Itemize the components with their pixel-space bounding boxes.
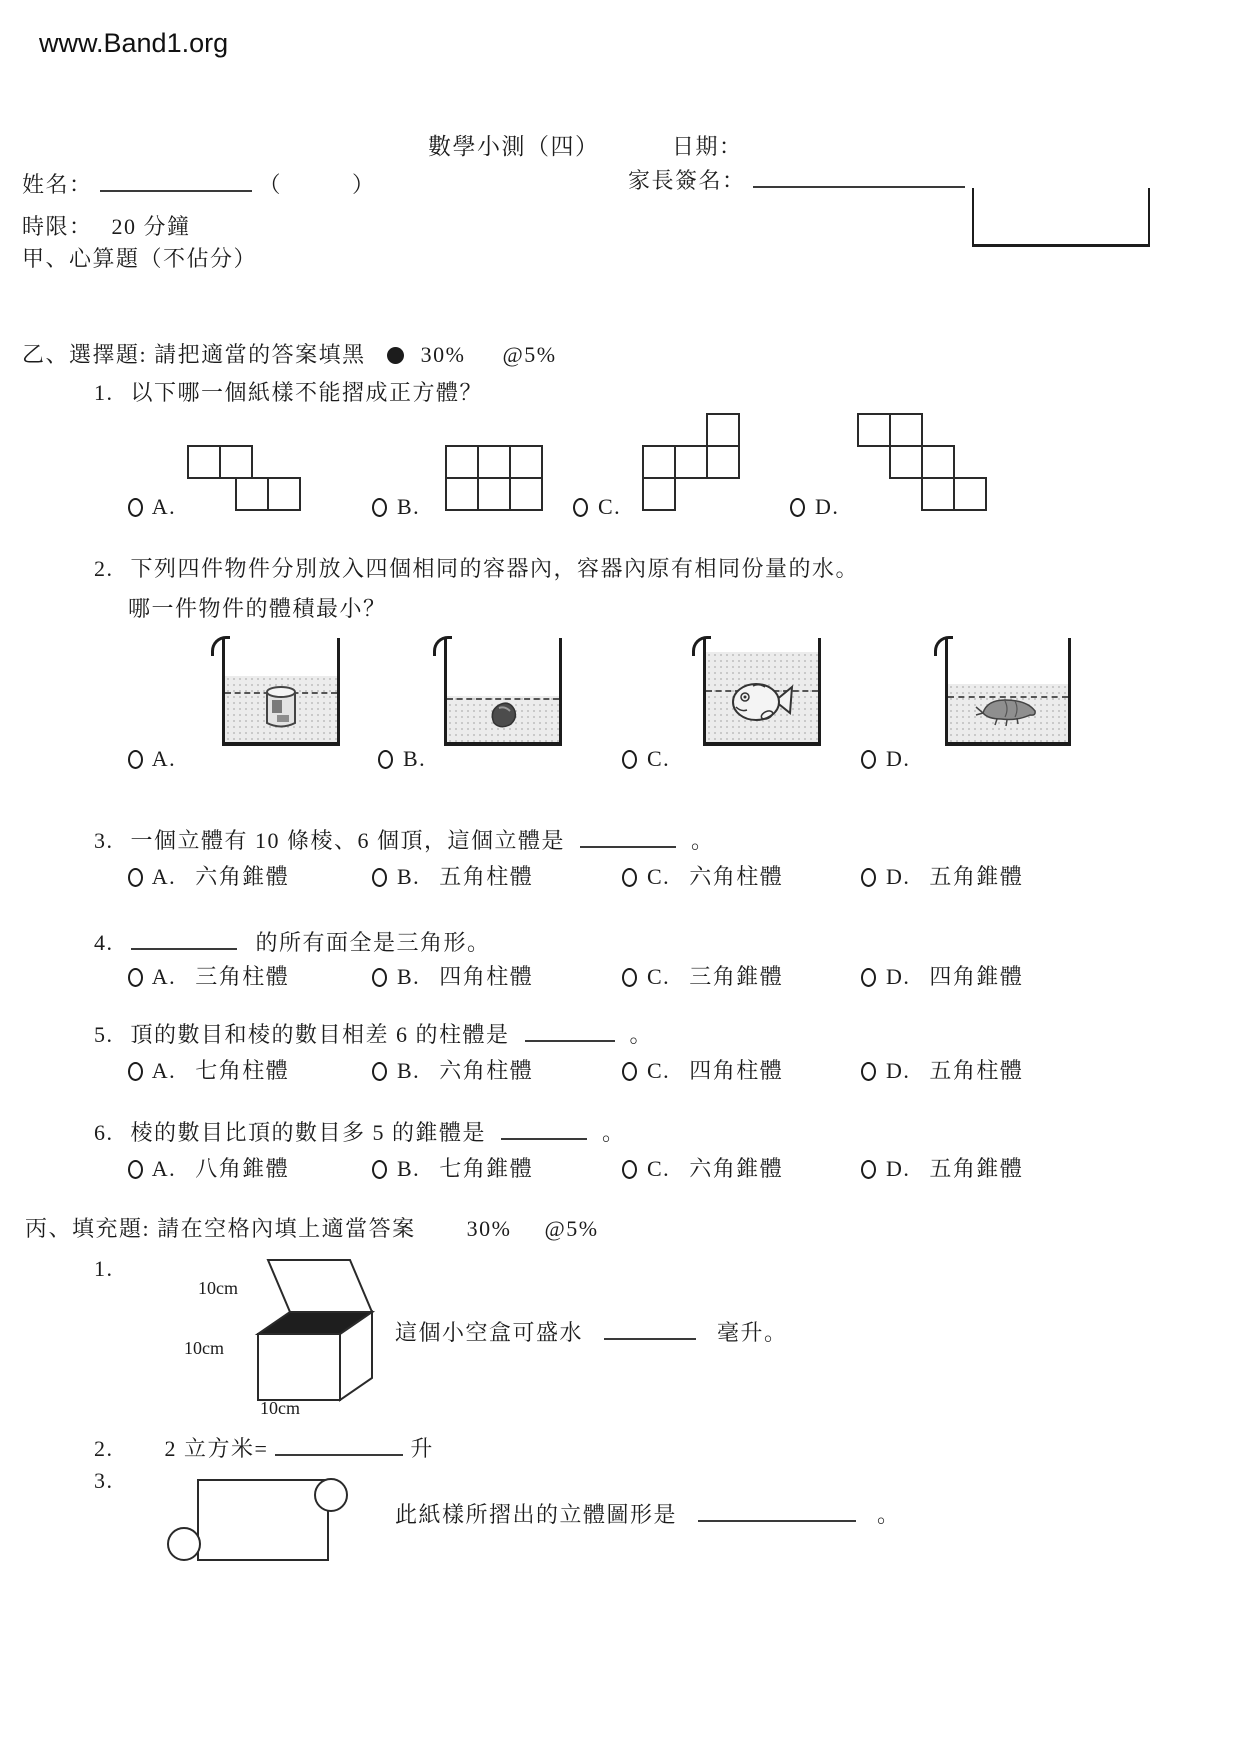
parent-sign-row: [628, 164, 965, 195]
option-text: 五角錐體: [929, 864, 1024, 889]
cube-net-c-figure: [641, 412, 743, 514]
option-letter: C.: [598, 494, 622, 519]
name-label: 姓名：: [22, 172, 93, 197]
class-paren-close: ）: [352, 172, 376, 197]
beaker-a: [222, 638, 340, 746]
answer-blank-line: [501, 1124, 587, 1140]
option-letter: B.: [397, 494, 421, 519]
mc-q3-text-row: [94, 824, 715, 855]
option-letter: A.: [151, 1156, 177, 1181]
mc-q2-figures-row: [0, 638, 1240, 783]
mc-q1-option-d: [790, 494, 839, 520]
option-text: 三角錐體: [689, 964, 784, 989]
mc-q2-line1: 下列四件物件分別放入四個相同的容器內，容器內原有相同份量的水。: [130, 556, 860, 581]
option-letter: D.: [886, 964, 911, 989]
fill-q1-text-row: [395, 1316, 788, 1347]
answer-bubble: [372, 1062, 387, 1081]
stone-icon: [447, 699, 559, 736]
box-dim-left: 10cm: [184, 1338, 224, 1358]
date-label: 日期：: [672, 134, 743, 159]
answer-bubble: [861, 1062, 876, 1081]
answer-blank-line: [698, 1506, 856, 1522]
section-a-heading: 甲、心算題（不佔分）: [22, 246, 258, 271]
cylinder-net-icon: [168, 1470, 358, 1578]
section-b-score: 30%: [420, 342, 466, 367]
mc-q4-number: 4.: [94, 930, 114, 955]
answer-bubble: [861, 868, 876, 887]
parent-sign-label: 家長簽名：: [628, 168, 746, 193]
mc-q4-text-row: [94, 926, 491, 957]
mc-q3-number: 3.: [94, 828, 114, 853]
option-letter: D.: [886, 746, 911, 771]
cube-net-d-figure: [856, 412, 990, 514]
answer-bubble: [128, 1160, 143, 1179]
mc-q5-option-a: [128, 1054, 289, 1085]
fill-q2-row: [94, 1432, 434, 1463]
mc-q5-option-b: [372, 1054, 533, 1085]
beaker-c: [703, 638, 821, 746]
answer-blank-line: [275, 1440, 403, 1456]
option-text: 六角錐體: [195, 864, 290, 889]
answer-bubble: [128, 498, 143, 517]
mc-q5-option-d: [861, 1054, 1023, 1085]
mc-q6-number: 6.: [94, 1120, 114, 1145]
mc-q3-option-b: [372, 860, 533, 891]
mc-q3-option-d: [861, 860, 1023, 891]
box-dim-top: 10cm: [198, 1278, 238, 1298]
answer-blank-line: [131, 934, 237, 950]
cube-net-b-figure: [444, 444, 546, 514]
parent-sign-blank-line: [753, 172, 965, 188]
mc-q1-number: 1.: [94, 380, 114, 405]
option-letter: A.: [151, 964, 177, 989]
time-label: 時限：: [22, 214, 93, 239]
period: 。: [691, 828, 715, 853]
mc-q3-options-row: [0, 860, 1240, 894]
mc-q6-option-c: [622, 1152, 783, 1183]
answer-bubble: [861, 1160, 876, 1179]
filled-bubble-example-icon: [387, 347, 404, 364]
option-letter: D.: [886, 864, 911, 889]
option-letter: B.: [403, 746, 427, 771]
open-box-icon: [220, 1252, 380, 1407]
answer-bubble: [622, 868, 637, 887]
score-box: [972, 188, 1150, 247]
mc-q5-text-row: [94, 1018, 653, 1049]
answer-bubble: [622, 1062, 637, 1081]
beaker-lip: [211, 636, 230, 656]
mc-q5-option-c: [622, 1054, 783, 1085]
answer-bubble: [378, 750, 393, 769]
mc-q6-options-row: [0, 1152, 1240, 1186]
option-text: 四角柱體: [689, 1058, 784, 1083]
fill-q3-text-before: 此紙樣所摺出的立體圖形是: [395, 1502, 678, 1527]
answer-bubble: [573, 498, 588, 517]
option-text: 四角柱體: [439, 964, 534, 989]
period: 。: [602, 1120, 626, 1145]
mc-q4-options-row: [0, 960, 1240, 994]
answer-bubble: [128, 1062, 143, 1081]
mc-q2-number: 2.: [94, 556, 114, 581]
option-letter: B.: [397, 864, 421, 889]
option-letter: D.: [886, 1058, 911, 1083]
mc-q6-option-d: [861, 1152, 1023, 1183]
mc-q6-option-b: [372, 1152, 533, 1183]
answer-blank-line: [525, 1026, 615, 1042]
option-letter: C.: [647, 746, 671, 771]
section-c-heading-row: [25, 1212, 599, 1243]
answer-bubble: [622, 968, 637, 987]
open-box-figure: [184, 1252, 398, 1418]
mc-q1-text-row: [94, 376, 483, 407]
mc-q1-figures-row: [0, 410, 1240, 526]
option-text: 五角柱體: [929, 1058, 1024, 1083]
mc-q6-option-a: [128, 1152, 289, 1183]
fish-icon: [706, 677, 818, 732]
option-text: 四角錐體: [929, 964, 1024, 989]
answer-bubble: [128, 868, 143, 887]
section-b-heading: 乙、選擇題: 請把適當的答案填黑: [22, 342, 366, 367]
mc-q2-option-b: [378, 746, 426, 772]
mc-q2-text-row: [94, 552, 859, 583]
mc-q3-option-c: [622, 860, 783, 891]
section-c-per-question: @5%: [544, 1216, 599, 1241]
option-letter: B.: [397, 964, 421, 989]
class-paren-open: （: [258, 172, 283, 197]
fill-q2-text-before: 2 立方米=: [164, 1436, 269, 1461]
option-text: 五角柱體: [439, 864, 534, 889]
option-text: 八角錐體: [195, 1156, 290, 1181]
beaker-b: [444, 638, 562, 746]
answer-bubble: [372, 1160, 387, 1179]
mc-q1-option-b: [372, 494, 420, 520]
mc-q3-option-a: [128, 860, 289, 891]
answer-bubble: [861, 750, 876, 769]
option-text: 六角柱體: [689, 864, 784, 889]
fill-q3-number: 3.: [94, 1468, 114, 1493]
answer-bubble: [372, 968, 387, 987]
option-letter: A.: [151, 494, 177, 519]
answer-bubble: [622, 750, 637, 769]
mc-q4-option-b: [372, 960, 533, 991]
option-text: 七角柱體: [195, 1058, 290, 1083]
option-letter: D.: [886, 1156, 911, 1181]
fill-q1-text-after: 毫升。: [717, 1320, 788, 1345]
mc-q1-text: 以下哪一個紙樣不能摺成正方體？: [130, 380, 484, 405]
answer-blank-line: [580, 832, 676, 848]
option-text: 七角錐體: [439, 1156, 534, 1181]
period: 。: [629, 1022, 654, 1047]
answer-bubble: [790, 498, 805, 517]
mc-q6-text-row: [94, 1116, 626, 1147]
option-letter: C.: [647, 1058, 671, 1083]
section-b-per-question: @5%: [502, 342, 557, 367]
section-c-heading: 丙、填充題: 請在空格內填上適當答案: [25, 1216, 416, 1241]
mc-q5-text: 頂的數目和棱的數目相差 6 的柱體是: [130, 1022, 510, 1047]
beaker-lip: [433, 636, 452, 656]
time-value: 20 分鐘: [111, 214, 191, 239]
mc-q4-option-d: [861, 960, 1023, 991]
answer-bubble: [861, 968, 876, 987]
mc-q5-options-row: [0, 1054, 1240, 1088]
answer-bubble: [622, 1160, 637, 1179]
option-letter: C.: [647, 864, 671, 889]
mc-q5-number: 5.: [94, 1022, 114, 1047]
option-text: 三角柱體: [195, 964, 290, 989]
fill-q2-number: 2.: [94, 1436, 114, 1461]
shrimp-icon: [948, 695, 1068, 734]
mc-q1-option-c: [573, 494, 621, 520]
option-letter: B.: [397, 1058, 421, 1083]
can-icon: [225, 683, 337, 736]
answer-bubble: [372, 498, 387, 517]
time-row: [22, 210, 191, 241]
answer-bubble: [128, 968, 143, 987]
mc-q4-option-a: [128, 960, 289, 991]
option-letter: D.: [815, 494, 840, 519]
mc-q1-option-a: [128, 494, 176, 520]
option-letter: A.: [151, 864, 177, 889]
mc-q4-text: 的所有面全是三角形。: [255, 930, 491, 955]
name-row: [22, 168, 376, 199]
mc-q2-line2: 哪一件物件的體積最小？: [128, 596, 387, 621]
mc-q4-option-c: [622, 960, 783, 991]
section-b-heading-row: [22, 338, 557, 369]
fill-q1-text-before: 這個小空盒可盛水: [395, 1320, 584, 1345]
box-dim-bottom: 10cm: [260, 1398, 300, 1418]
beaker-d: [945, 638, 1071, 746]
mc-q6-text: 棱的數目比頂的數目多 5 的錐體是: [130, 1120, 487, 1145]
option-letter: A.: [151, 746, 177, 771]
mc-q3-text: 一個立體有 10 條棱、6 個頂，這個立體是: [130, 828, 566, 853]
answer-bubble: [372, 868, 387, 887]
fill-q1-number: 1.: [94, 1256, 114, 1281]
section-c-score: 30%: [466, 1216, 512, 1241]
beaker-lip: [934, 636, 953, 656]
option-letter: B.: [397, 1156, 421, 1181]
mc-q2-option-a: [128, 746, 176, 772]
fill-q3-text-row: [395, 1498, 901, 1529]
mc-q2-option-d: [861, 746, 910, 772]
option-text: 六角錐體: [689, 1156, 784, 1181]
cube-net-a-figure: [186, 444, 304, 514]
option-text: 五角錐體: [929, 1156, 1024, 1181]
option-letter: C.: [647, 964, 671, 989]
name-blank-line: [100, 176, 252, 192]
mc-q2-option-c: [622, 746, 670, 772]
answer-blank-line: [604, 1324, 696, 1340]
answer-bubble: [128, 750, 143, 769]
site-watermark: www.Band1.org: [39, 28, 229, 58]
option-letter: C.: [647, 1156, 671, 1181]
option-text: 六角柱體: [439, 1058, 534, 1083]
fill-q2-text-after: 升: [410, 1436, 434, 1461]
period: 。: [877, 1502, 901, 1527]
option-letter: A.: [151, 1058, 177, 1083]
page-title: 數學小測（四）: [428, 134, 600, 159]
